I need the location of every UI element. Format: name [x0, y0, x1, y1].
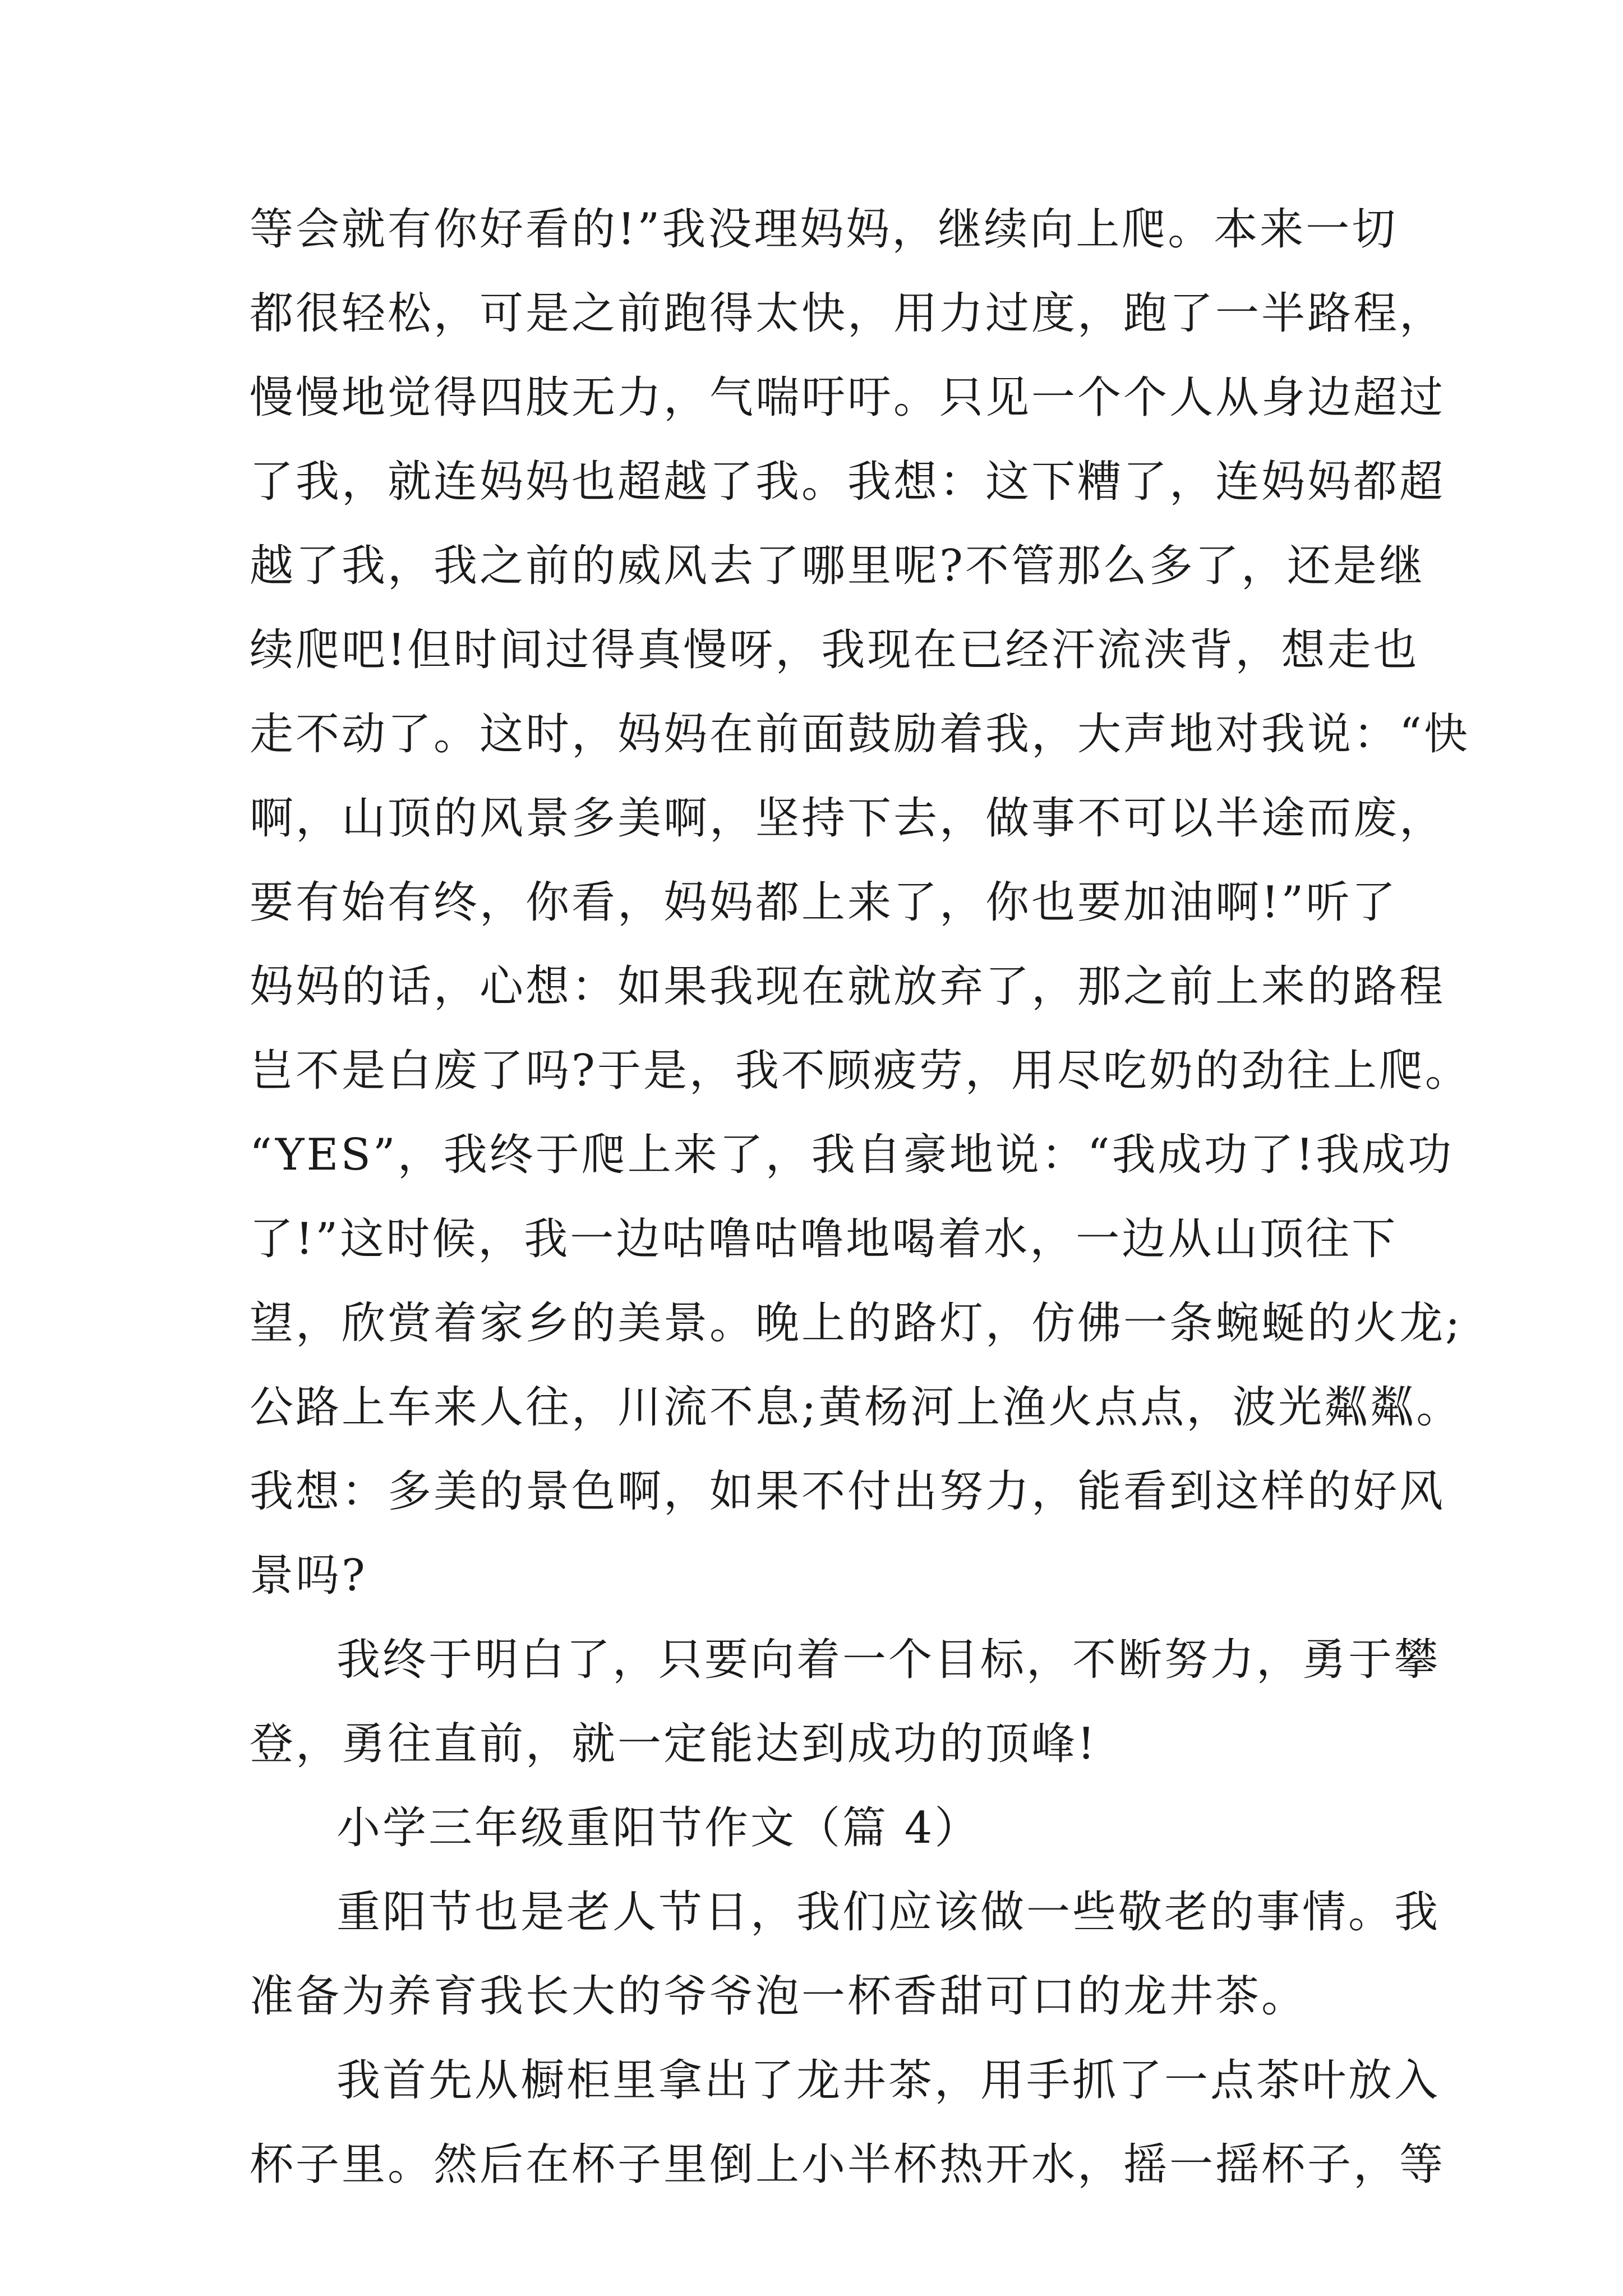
- text-line: 准备为养育我长大的爷爷泡一杯香甜可口的龙井茶。: [250, 1971, 1308, 2022]
- paragraph-line: 我终于明白了，只要向着一个目标，不断努力，勇于攀: [336, 1635, 1441, 1685]
- paragraph-line: 重阳节也是老人节日，我们应该做一些敬老的事情。我: [336, 1887, 1441, 1938]
- text-line: 要有始有终，你看，妈妈都上来了，你也要加油啊!”听了: [250, 877, 1398, 928]
- text-line: 啊，山顶的风景多美啊，坚持下去，做事不可以半途而废，: [250, 793, 1446, 844]
- text-line: 我想：多美的景色啊，如果不付出努力，能看到这样的好风: [250, 1466, 1446, 1517]
- text-line: 了!”这时候，我一边咕噜咕噜地喝着水，一边从山顶往下: [250, 1214, 1398, 1264]
- section-heading: 小学三年级重阳节作文（篇 4）: [336, 1803, 981, 1853]
- paragraph-line: 我首先从橱柜里拿出了龙井茶，用手抓了一点茶叶放入: [336, 2055, 1441, 2106]
- text-line: 走不动了。这时，妈妈在前面鼓励着我，大声地对我说：“快: [250, 709, 1470, 760]
- text-line: 续爬吧!但时间过得真慢呀，我现在已经汗流浃背，想走也: [250, 625, 1419, 675]
- text-line: 望，欣赏着家乡的美景。晚上的路灯，仿佛一条蜿蜒的火龙;: [250, 1298, 1463, 1349]
- text-line: 杯子里。然后在杯子里倒上小半杯热开水，摇一摇杯子，等: [250, 2139, 1446, 2190]
- text-line: 景吗?: [250, 1550, 367, 1601]
- text-line: 妈妈的话，心想：如果我现在就放弃了，那之前上来的路程: [250, 961, 1446, 1012]
- text-line: 登，勇往直前，就一定能达到成功的顶峰!: [250, 1719, 1098, 1769]
- text-line: 岂不是白废了吗?于是，我不顾疲劳，用尽吃奶的劲往上爬。: [250, 1046, 1471, 1096]
- text-line: 公路上车来人往，川流不息;黄杨河上渔火点点，波光粼粼。: [250, 1382, 1463, 1433]
- text-line: 等会就有你好看的!”我没理妈妈，继续向上爬。本来一切: [250, 204, 1398, 255]
- text-line: 越了我，我之前的威风去了哪里呢?不管那么多了，还是继: [250, 541, 1425, 591]
- text-line: “YES”，我终于爬上来了，我自豪地说：“我成功了!我成功: [250, 1130, 1454, 1180]
- text-line: 都很轻松，可是之前跑得太快，用力过度，跑了一半路程，: [250, 288, 1446, 339]
- text-line: 了我，就连妈妈也超越了我。我想：这下糟了，连妈妈都超: [250, 457, 1446, 507]
- text-line: 慢慢地觉得四肢无力，气喘吁吁。只见一个个人从身边超过: [250, 372, 1446, 423]
